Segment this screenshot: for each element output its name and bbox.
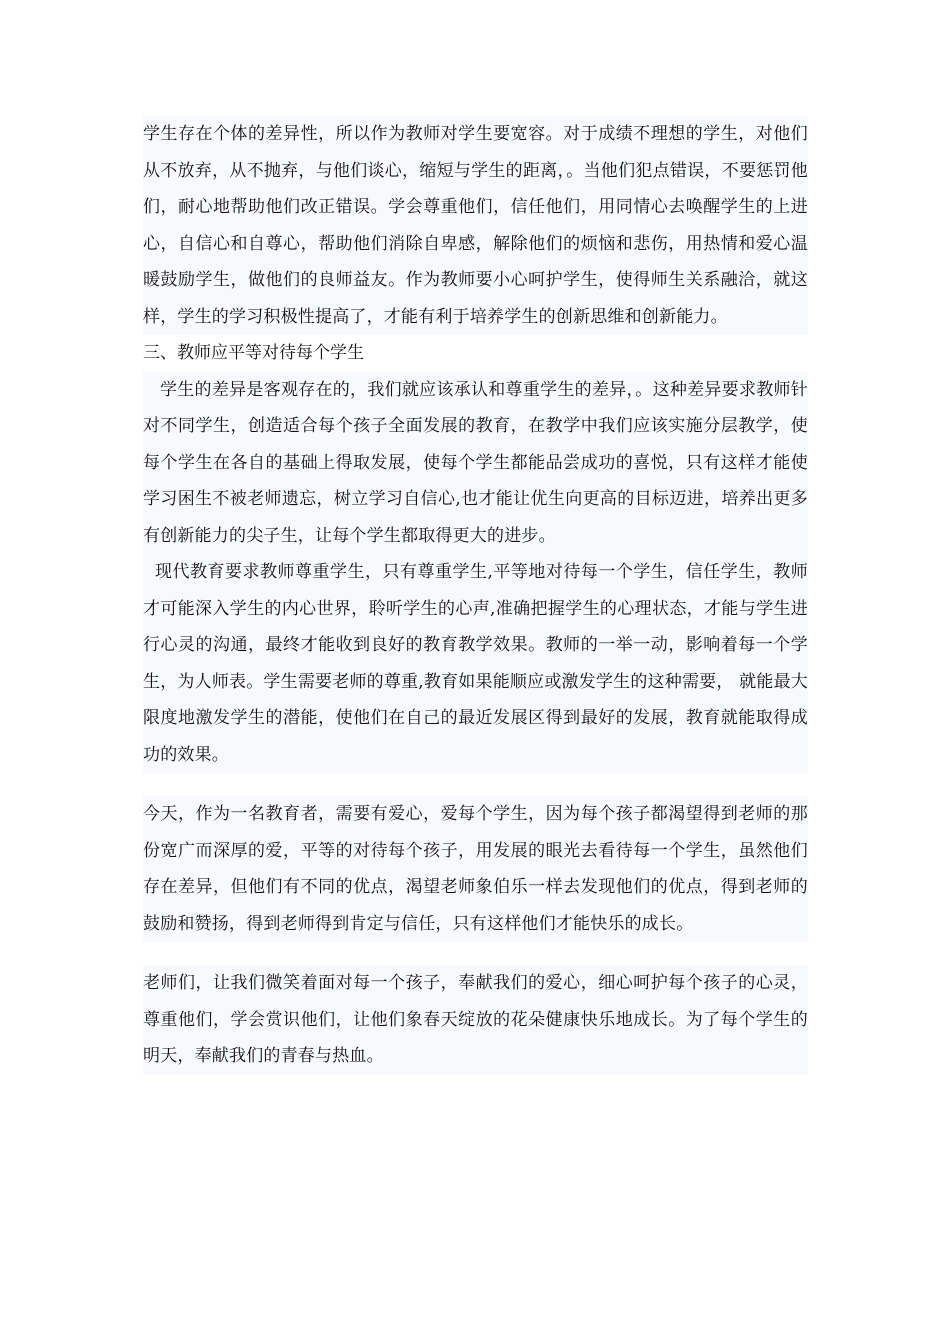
paragraph-3: 现代教育要求教师尊重学生，只有尊重学生,平等地对待每一个学生，信任学生，教师才可能深入学生的内心世界，聆听学生的心声,准确把握学生的心理状态，才能与学生进行心灵的沟通，最终才能收到良好的教育教学效果。教师的一举一动，影响着每一个学生，为人师表。学生需要老师的尊重,教育如果能顺应或激发学生的这种需要， 就能最大限度地激发学生的潜能，使他们在自己的最近发展区得到最好的发展，教育就能取得成功的效果。 — [143, 554, 808, 773]
paragraph-4: 今天，作为一名教育者，需要有爱心，爱每个学生，因为每个孩子都渴望得到老师的那份宽广而深厚的爱，平等的对待每个孩子，用发展的眼光去看待每一个学生，虽然他们存在差异，但他们有不同的优点，渴望老师象伯乐一样去发现他们的优点，得到老师的鼓励和赞扬，得到老师得到肯定与信任，只有这样他们才能快乐的成长。 — [143, 796, 808, 942]
document-page — [143, 116, 808, 1075]
paragraph-5: 老师们，让我们微笑着面对每一个孩子，奉献我们的爱心，细心呵护每个孩子的心灵，尊重他们，学会赏识他们，让他们象春天绽放的花朵健康快乐地成长。为了每个学生的明天，奉献我们的青春与热血。 — [143, 965, 808, 1075]
paragraph-gap — [143, 773, 808, 796]
section-heading-3: 三、教师应平等对待每个学生 — [143, 335, 808, 372]
paragraph-gap — [143, 942, 808, 965]
paragraph-2: 学生的差异是客观存在的，我们就应该承认和尊重学生的差异，。这种差异要求教师针对不同学生，创造适合每个孩子全面发展的教育，在教学中我们应该实施分层教学，使每个学生在各自的基础上得取发展，使每个学生都能品尝成功的喜悦，只有这样才能使学习困生不被老师遗忘，树立学习自信心,也才能让优生向更高的目标迈进，培养出更多有创新能力的尖子生，让每个学生都取得更大的进步。 — [143, 372, 808, 555]
paragraph-1: 学生存在个体的差异性，所以作为教师对学生要宽容。对于成绩不理想的学生，对他们从不放弃，从不抛弃，与他们谈心，缩短与学生的距离，。当他们犯点错误，不要惩罚他们，耐心地帮助他们改正错误。学会尊重他们，信任他们，用同情心去唤醒学生的上进心，自信心和自尊心，帮助他们消除自卑感，解除他们的烦恼和悲伤，用热情和爱心温暖鼓励学生，做他们的良师益友。作为教师要小心呵护学生，使得师生关系融洽，就这样，学生的学习积极性提高了，才能有利于培养学生的创新思维和创新能力。 — [143, 116, 808, 335]
